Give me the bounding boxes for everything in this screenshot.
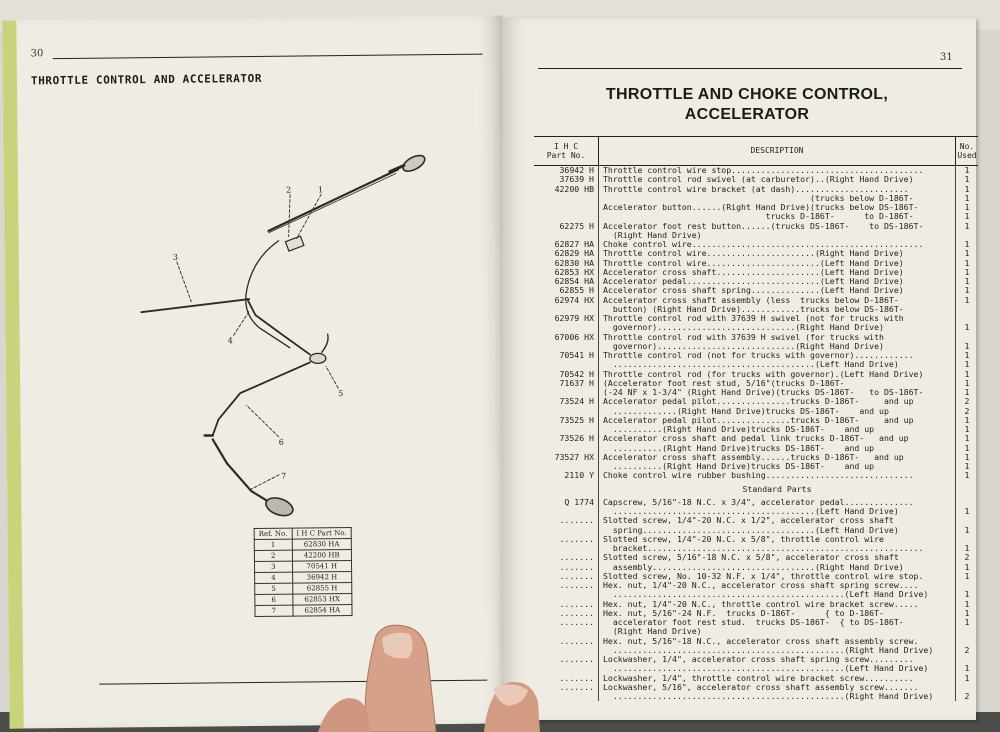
parts-row bbox=[534, 379, 978, 388]
part-quantity: 1 bbox=[964, 276, 970, 286]
part-quantity: 1 bbox=[964, 663, 970, 674]
part-quantity: 1 bbox=[964, 285, 970, 296]
parts-row bbox=[534, 453, 978, 462]
part-number: ....... bbox=[559, 617, 594, 627]
parts-row bbox=[534, 507, 978, 516]
part-quantity: 1 bbox=[964, 211, 970, 222]
part-number: ....... bbox=[559, 570, 594, 581]
part-description: Hex. nut, 5/16"-18 N.C., accelerator cross shaft assembly screw. bbox=[598, 637, 956, 646]
part-description: Slotted screw, 5/16"-18 N.C. x 5/8", accelerator cross shaft bbox=[598, 553, 956, 562]
ref-header-ref: Ref. No. bbox=[254, 528, 292, 539]
parts-row bbox=[534, 425, 978, 434]
part-quantity: 2 bbox=[964, 552, 970, 563]
parts-row bbox=[534, 664, 978, 673]
part-number: 62855 H bbox=[559, 285, 594, 296]
part-description: Accelerator pedal...........................(Left Hand Drive) bbox=[598, 277, 956, 286]
part-number: 67006 HX bbox=[554, 331, 594, 342]
part-quantity: 1 bbox=[964, 442, 970, 453]
parts-row bbox=[534, 185, 978, 194]
part-quantity: 1 bbox=[964, 524, 970, 535]
part-description: ...............................................(Right Hand Drive) bbox=[598, 646, 956, 655]
parts-row bbox=[534, 637, 978, 646]
parts-row bbox=[534, 516, 978, 525]
part-quantity: 1 bbox=[964, 165, 970, 175]
part-quantity: 1 bbox=[964, 220, 970, 231]
parts-row bbox=[534, 203, 978, 212]
part-number: 73526 H bbox=[559, 433, 594, 444]
part-quantity: 1 bbox=[964, 174, 970, 185]
parts-row bbox=[534, 351, 978, 360]
ref-row: 7 62854 HA bbox=[255, 605, 352, 617]
part-description: (trucks below D-186T- bbox=[598, 194, 956, 203]
part-number: ....... bbox=[559, 598, 594, 609]
part-quantity: 1 bbox=[964, 266, 970, 277]
part-description: Hex. nut, 5/16"-24 N.F. trucks D-186T- { to D-186T- bbox=[598, 609, 956, 618]
parts-row bbox=[534, 407, 978, 416]
part-quantity: 1 bbox=[964, 257, 970, 268]
callout-1: 1 bbox=[318, 185, 324, 195]
ref-row: 4 36942 H bbox=[255, 572, 352, 584]
part-quantity: 1 bbox=[964, 340, 970, 351]
part-description: Throttle control rod with 37639 H swivel (for trucks with bbox=[598, 333, 956, 342]
page-title-right-line2: ACCELERATOR bbox=[684, 106, 810, 123]
part-number: ....... bbox=[559, 672, 594, 683]
part-number: ....... bbox=[559, 635, 594, 646]
part-description: Hex. nut, 1/4"-20 N.C., accelerator cross shaft spring screw.... bbox=[598, 581, 956, 590]
parts-row bbox=[534, 333, 978, 342]
part-quantity: 1 bbox=[964, 248, 970, 259]
part-number: ....... bbox=[559, 681, 594, 692]
part-description: Throttle control wire bracket (at dash)....................... bbox=[598, 185, 956, 194]
page-title-left: THROTTLE CONTROL AND ACCELERATOR bbox=[30, 71, 263, 88]
part-description: (-24 NF x 1-3/4" (Right Hand Drive)(trucks DS-186T- to DS-186T- bbox=[598, 388, 956, 397]
parts-row bbox=[534, 674, 978, 683]
part-quantity: 1 bbox=[964, 192, 970, 203]
part-number bbox=[534, 203, 598, 212]
part-number: 70541 H bbox=[559, 350, 594, 360]
parts-rows bbox=[534, 166, 978, 481]
part-quantity: 1 bbox=[964, 461, 970, 471]
part-number: 62854 HA bbox=[554, 276, 594, 286]
callout-3: 3 bbox=[172, 252, 178, 262]
part-description: Slotted screw, No. 10-32 N.F. x 1/4", throttle control wire stop. bbox=[598, 572, 956, 581]
parts-row bbox=[534, 590, 978, 599]
parts-row bbox=[534, 535, 978, 544]
part-description: ..........(Right Hand Drive)trucks DS-186T- and up bbox=[598, 425, 956, 434]
part-number: 36942 H bbox=[559, 165, 594, 175]
parts-row bbox=[534, 175, 978, 184]
part-quantity: 1 bbox=[964, 672, 970, 683]
part-quantity: 1 bbox=[964, 294, 970, 305]
parts-row bbox=[534, 462, 978, 471]
part-number: 62827 HA bbox=[554, 239, 594, 249]
part-description: .........................................(Left Hand Drive) bbox=[598, 360, 956, 369]
part-description: ..........(Right Hand Drive)trucks DS-186T- and up bbox=[598, 444, 956, 453]
part-description: ...............................................(Left Hand Drive) bbox=[598, 664, 956, 673]
parts-row bbox=[534, 296, 978, 305]
part-quantity: 1 bbox=[964, 543, 970, 553]
parts-row bbox=[534, 388, 978, 397]
part-quantity: 2 bbox=[964, 644, 970, 655]
part-quantity bbox=[956, 627, 978, 636]
part-description: .........................................(Left Hand Drive) bbox=[598, 507, 956, 516]
part-description: button) (Right Hand Drive)............trucks below DS-186T- bbox=[598, 305, 956, 314]
part-description: Choke control wire............................................... bbox=[598, 240, 956, 249]
parts-row bbox=[534, 305, 978, 314]
header-description: DESCRIPTION bbox=[598, 137, 956, 165]
part-description: Throttle control rod (for trucks with governor).(Left Hand Drive) bbox=[598, 370, 956, 379]
part-quantity: 1 bbox=[964, 433, 970, 444]
parts-row bbox=[534, 553, 978, 562]
part-quantity: 1 bbox=[964, 377, 970, 388]
parts-row bbox=[534, 323, 978, 332]
parts-row bbox=[534, 360, 978, 369]
part-quantity: 2 bbox=[964, 405, 970, 416]
part-quantity: 1 bbox=[964, 183, 970, 194]
parts-row bbox=[534, 572, 978, 581]
parts-row bbox=[534, 231, 978, 240]
parts-row bbox=[534, 526, 978, 535]
callout-6: 6 bbox=[278, 437, 284, 447]
ref-row: 1 62830 HA bbox=[254, 539, 351, 551]
part-quantity: 1 bbox=[964, 506, 970, 516]
part-description: Throttle control wire stop....................................... bbox=[598, 166, 956, 175]
part-description: Throttle control rod swivel (at carburetor)..(Right Hand Drive) bbox=[598, 175, 956, 184]
part-description: Slotted screw, 1/4"-20 N.C. x 5/8", throttle control wire bbox=[598, 535, 956, 544]
parts-row bbox=[534, 692, 978, 701]
part-number: 62853 HX bbox=[554, 266, 594, 277]
part-description: Accelerator cross shaft spring..............(Left Hand Drive) bbox=[598, 286, 956, 295]
part-quantity: 1 bbox=[964, 202, 970, 212]
standard-parts-heading: Standard Parts bbox=[598, 481, 956, 498]
part-description: Lockwasher, 1/4", accelerator cross shaft spring screw......... bbox=[598, 655, 956, 664]
parts-row bbox=[534, 646, 978, 655]
part-description: assembly.................................(Right Hand Drive) bbox=[598, 563, 956, 572]
reference-table bbox=[254, 527, 353, 617]
part-quantity: 1 bbox=[964, 589, 970, 600]
callout-2: 2 bbox=[286, 185, 292, 195]
part-description: Accelerator cross shaft assembly......trucks D-186T- and up bbox=[598, 453, 956, 462]
parts-row bbox=[534, 222, 978, 231]
part-quantity: 1 bbox=[964, 607, 970, 618]
parts-row bbox=[534, 397, 978, 406]
parts-row bbox=[534, 249, 978, 258]
parts-row bbox=[534, 314, 978, 323]
part-number: 73527 HX bbox=[554, 451, 594, 462]
header-part-no: I H C Part No. bbox=[546, 142, 586, 160]
part-description: Throttle control rod with 37639 H swivel (not for trucks with bbox=[598, 314, 956, 323]
part-description: spring...................................(Left Hand Drive) bbox=[598, 526, 956, 535]
part-quantity: 1 bbox=[964, 322, 970, 333]
part-description: ...............................................(Left Hand Drive) bbox=[598, 590, 956, 599]
ref-row: 5 62855 H bbox=[255, 583, 352, 595]
parts-row bbox=[534, 444, 978, 453]
parts-row bbox=[534, 194, 978, 203]
part-number: 71637 H bbox=[559, 377, 594, 388]
top-rule-left bbox=[53, 54, 483, 60]
parts-row bbox=[534, 683, 978, 692]
page-title-right-line1: THROTTLE AND CHOKE CONTROL, bbox=[605, 86, 889, 103]
ref-row: 6 62853 HX bbox=[255, 594, 352, 606]
part-number: 62974 HX bbox=[554, 294, 594, 305]
part-quantity: 1 bbox=[964, 570, 970, 581]
part-quantity: 1 bbox=[964, 598, 970, 609]
parts-row bbox=[534, 166, 978, 175]
part-number: 73524 H bbox=[559, 396, 594, 407]
ref-row: 2 42200 HB bbox=[254, 550, 351, 562]
part-number: ....... bbox=[559, 607, 594, 618]
part-number: 42200 HB bbox=[554, 183, 594, 194]
part-description: accelerator foot rest stud. trucks DS-186T- { to DS-186T- bbox=[598, 618, 956, 627]
parts-row bbox=[534, 544, 978, 553]
part-description: governor)............................(Right Hand Drive) bbox=[598, 323, 956, 332]
part-number: ....... bbox=[559, 552, 594, 563]
ref-header-part: I H C Part No. bbox=[292, 528, 351, 540]
parts-row bbox=[534, 627, 978, 636]
part-description: (Accelerator foot rest stud, 5/16"(trucks D-186T- bbox=[598, 379, 956, 388]
part-number: ....... bbox=[559, 654, 594, 664]
parts-row bbox=[534, 416, 978, 425]
page-number-left: 30 bbox=[30, 48, 44, 60]
right-page bbox=[502, 18, 976, 720]
part-description: Hex. nut, 1/4"-20 N.C., throttle control wire bracket screw..... bbox=[598, 600, 956, 609]
part-quantity: 1 bbox=[964, 617, 970, 627]
part-description: Slotted screw, 1/4"-20 N.C. x 1/2", accelerator cross shaft bbox=[598, 516, 956, 525]
part-number: 73525 H bbox=[559, 414, 594, 425]
part-description: bracket........................................................ bbox=[598, 544, 956, 553]
part-quantity: 1 bbox=[964, 239, 970, 249]
part-description: Accelerator cross shaft and pedal link trucks D-186T- and up bbox=[598, 434, 956, 443]
part-description: Accelerator pedal pilot...............trucks D-186T- and up bbox=[598, 397, 956, 406]
part-description: (Right Hand Drive) bbox=[598, 627, 956, 636]
part-description: Throttle control rod (not for trucks with governor)............ bbox=[598, 351, 956, 360]
ref-row: 3 70541 H bbox=[254, 561, 351, 573]
parts-row bbox=[534, 600, 978, 609]
part-quantity: 1 bbox=[964, 561, 970, 572]
part-quantity: 1 bbox=[964, 451, 970, 462]
parts-row bbox=[534, 342, 978, 351]
standard-parts-rows bbox=[534, 498, 978, 702]
part-description: Accelerator foot rest button......(trucks DS-186T- to DS-186T- bbox=[598, 222, 956, 231]
part-number: 62275 H bbox=[559, 220, 594, 231]
part-number: ....... bbox=[559, 561, 594, 572]
parts-row bbox=[534, 581, 978, 590]
callout-7: 7 bbox=[281, 471, 287, 481]
parts-table bbox=[534, 136, 978, 701]
part-description: Throttle control wire.......................(Left Hand Drive) bbox=[598, 259, 956, 268]
part-description: Accelerator pedal pilot...............trucks D-186T- and up bbox=[598, 416, 956, 425]
parts-row bbox=[534, 655, 978, 664]
part-number: 62979 HX bbox=[554, 313, 594, 323]
parts-row bbox=[534, 277, 978, 286]
parts-row bbox=[534, 259, 978, 268]
part-number bbox=[534, 194, 598, 203]
part-description: ..........(Right Hand Drive)trucks DS-186T- and up bbox=[598, 462, 956, 471]
parts-row bbox=[534, 498, 978, 507]
part-quantity: 1 bbox=[964, 424, 970, 434]
parts-row bbox=[534, 434, 978, 443]
parts-row bbox=[534, 212, 978, 221]
hand-image bbox=[318, 618, 548, 732]
part-description: Lockwasher, 1/4", throttle control wire bracket screw.......... bbox=[598, 674, 956, 683]
part-description: Throttle control wire......................(Right Hand Drive) bbox=[598, 249, 956, 258]
parts-table-header bbox=[534, 136, 978, 166]
part-quantity: 2 bbox=[964, 691, 970, 701]
part-number: ....... bbox=[559, 580, 594, 590]
part-quantity: 1 bbox=[964, 359, 970, 370]
part-description: Lockwasher, 5/16", accelerator cross shaft assembly screw....... bbox=[598, 683, 956, 692]
part-number: 62829 HA bbox=[554, 248, 594, 259]
part-quantity bbox=[956, 305, 978, 314]
part-description: ...............................................(Right Hand Drive) bbox=[598, 692, 956, 701]
parts-row bbox=[534, 471, 978, 480]
top-rule-right bbox=[538, 68, 962, 69]
throttle-linkage-diagram bbox=[128, 151, 442, 534]
part-description: (Right Hand Drive) bbox=[598, 231, 956, 240]
part-description: Choke control wire rubber bushing.............................. bbox=[598, 471, 956, 480]
part-number: Q 1774 bbox=[564, 496, 594, 507]
header-no-used: No. Used bbox=[957, 142, 977, 160]
parts-row bbox=[534, 563, 978, 572]
part-description: Accelerator cross shaft assembly (less trucks below D-186T- bbox=[598, 296, 956, 305]
part-description: Accelerator cross shaft.....................(Left Hand Drive) bbox=[598, 268, 956, 277]
parts-row bbox=[534, 286, 978, 295]
page-number-right: 31 bbox=[940, 52, 953, 63]
part-description: trucks D-186T- to D-186T- bbox=[598, 212, 956, 221]
part-description: governor)............................(Right Hand Drive) bbox=[598, 342, 956, 351]
callout-4: 4 bbox=[227, 336, 233, 346]
part-quantity: 1 bbox=[964, 387, 970, 397]
part-quantity: 1 bbox=[964, 470, 970, 481]
part-description: Capscrew, 5/16"-18 N.C. x 3/4", accelerator pedal.............. bbox=[598, 498, 956, 507]
part-description: .............(Right Hand Drive)trucks DS-186T- and up bbox=[598, 407, 956, 416]
part-quantity: 1 bbox=[964, 414, 970, 425]
parts-row bbox=[534, 609, 978, 618]
parts-row bbox=[534, 370, 978, 379]
part-number: 2110 Y bbox=[564, 470, 594, 481]
parts-row bbox=[534, 268, 978, 277]
part-number: 37639 H bbox=[559, 174, 594, 185]
parts-row bbox=[534, 618, 978, 627]
part-quantity: 2 bbox=[964, 396, 970, 407]
part-number: 70542 H bbox=[559, 368, 594, 379]
part-quantity: 1 bbox=[964, 350, 970, 360]
part-number: ....... bbox=[559, 533, 594, 544]
part-number: ....... bbox=[559, 515, 594, 526]
parts-row bbox=[534, 240, 978, 249]
part-quantity: 1 bbox=[964, 368, 970, 379]
part-description: Accelerator button......(Right Hand Drive)(trucks below DS-186T- bbox=[598, 203, 956, 212]
callout-5: 5 bbox=[338, 389, 344, 399]
part-number: 62830 HA bbox=[554, 257, 594, 268]
